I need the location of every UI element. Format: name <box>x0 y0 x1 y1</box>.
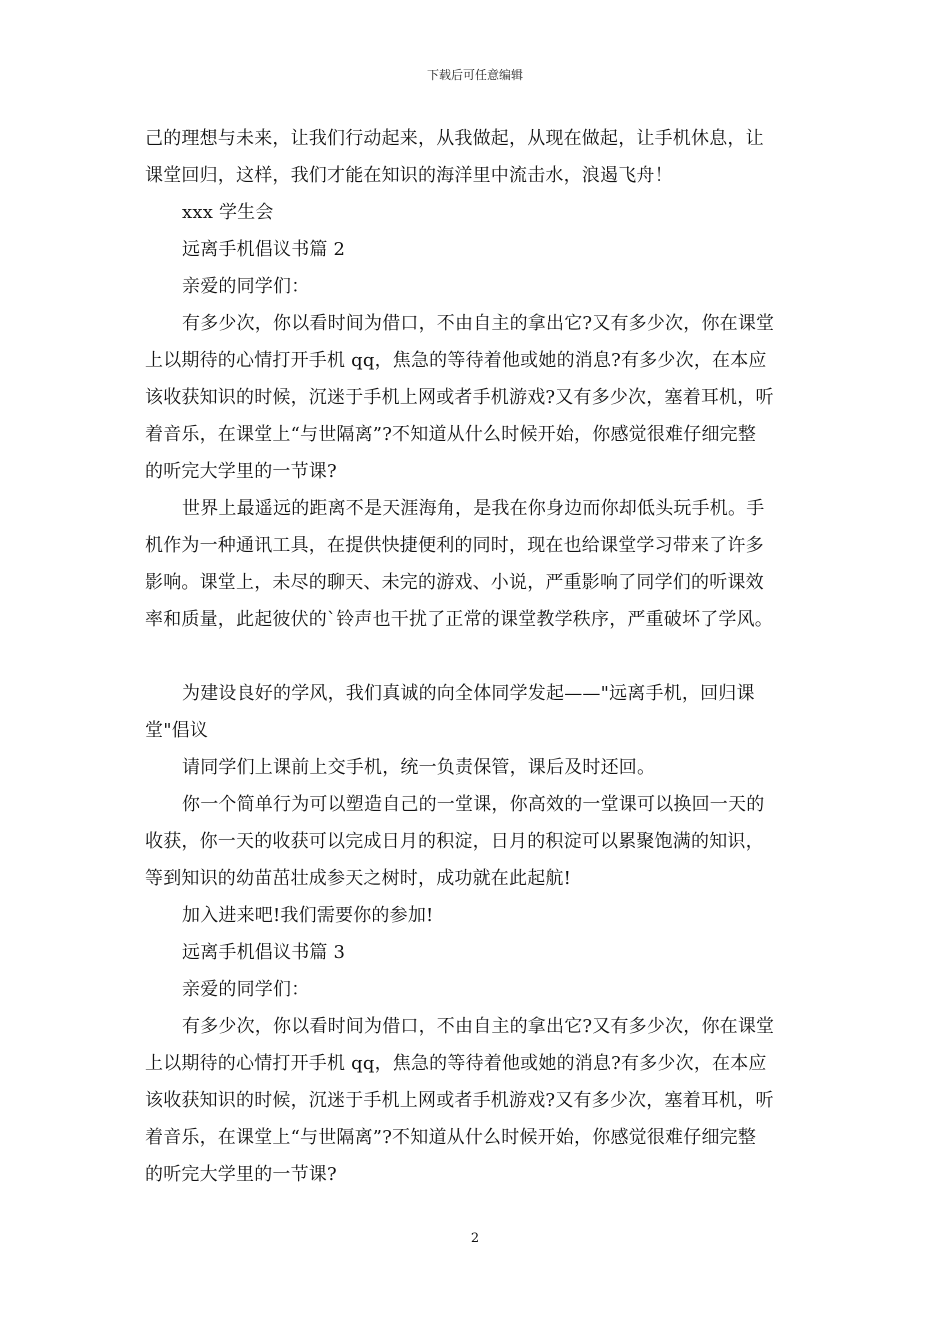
text-line: 影响。课堂上，未尽的聊天、未完的游戏、小说，严重影响了同学们的听课效 <box>145 572 764 593</box>
paragraph-ideal-future <box>145 120 807 194</box>
paragraph-initiative <box>145 675 807 749</box>
text-line: 上以期待的心情打开手机 qq，焦急的等待着他或她的消息?有多少次，在本应 <box>145 350 767 371</box>
text-line: 有多少次，你以看时间为借口，不由自主的拿出它?又有多少次，你在课堂 <box>182 1016 775 1037</box>
text-line: 等到知识的幼苗茁壮成参天之树时，成功就在此起航! <box>145 868 572 889</box>
paragraph-simple-action <box>145 786 807 897</box>
text-line: 己的理想与未来，让我们行动起来，从我做起，从现在做起，让手机休息，让 <box>145 128 764 149</box>
text-line: 机作为一种通讯工具，在提供快捷便利的同时，现在也给课堂学习带来了许多 <box>145 535 764 556</box>
text-line: 远离手机倡议书篇 3 <box>182 942 346 963</box>
text-line: 加入进来吧!我们需要你的参加! <box>182 905 434 926</box>
text-line: 请同学们上课前上交手机，统一负责保管，课后及时还回。 <box>182 757 656 778</box>
salutation <box>145 268 807 305</box>
salutation <box>145 971 807 1008</box>
text-line: 该收获知识的时候，沉迷于手机上网或者手机游戏?又有多少次，塞着耳机，听 <box>145 387 774 408</box>
text-line: 的听完大学里的一节课? <box>145 1164 337 1185</box>
document-body <box>145 120 807 1193</box>
text-line: 你一个简单行为可以塑造自己的一堂课，你高效的一堂课可以换回一天的 <box>182 794 765 815</box>
section-title-3 <box>145 934 807 971</box>
paragraph-join-us <box>145 897 807 934</box>
text-line: 远离手机倡议书篇 2 <box>182 239 346 260</box>
signature-student-union <box>145 194 807 231</box>
text-line: 的听完大学里的一节课? <box>145 461 337 482</box>
text-line: 堂"倡议 <box>145 720 209 741</box>
text-line: 为建设良好的学风，我们真诚的向全体同学发起——"远离手机，回归课 <box>182 683 755 704</box>
paragraph-farthest-distance <box>145 490 807 638</box>
text-line: 该收获知识的时候，沉迷于手机上网或者手机游戏?又有多少次，塞着耳机，听 <box>145 1090 774 1111</box>
text-line: 课堂回归，这样，我们才能在知识的海洋里中流击水，浪遏飞舟！ <box>145 165 673 186</box>
text-line: 着音乐，在课堂上“与世隔离”?不知道从什么时候开始，你感觉很难仔细完整 <box>145 1127 757 1148</box>
paragraph-how-many-times <box>145 305 807 490</box>
text-line: 有多少次，你以看时间为借口，不由自主的拿出它?又有多少次，你在课堂 <box>182 313 775 334</box>
text-line: 率和质量，此起彼伏的`铃声也干扰了正常的课堂教学秩序，严重破坏了学风。 <box>145 609 773 630</box>
paragraph-hand-in-phones <box>145 749 807 786</box>
text-line: 收获，你一天的收获可以完成日月的积淀，日月的积淀可以累聚饱满的知识， <box>145 831 764 852</box>
text-line: 着音乐，在课堂上“与世隔离”?不知道从什么时候开始，你感觉很难仔细完整 <box>145 424 757 445</box>
section-title-2 <box>145 231 807 268</box>
text-line: 亲爱的同学们： <box>182 276 310 297</box>
text-line: 亲爱的同学们： <box>182 979 310 1000</box>
page-header: 下载后可任意编辑 <box>426 68 523 82</box>
paragraph-how-many-times <box>145 1008 807 1193</box>
text-line: 上以期待的心情打开手机 qq，焦急的等待着他或她的消息?有多少次，在本应 <box>145 1053 767 1074</box>
text-line: xxx 学生会 <box>182 202 274 223</box>
blank-line <box>145 638 807 675</box>
page-number: 2 <box>470 1231 480 1246</box>
text-line: 世界上最遥远的距离不是天涯海角，是我在你身边而你却低头玩手机。手 <box>182 498 765 519</box>
